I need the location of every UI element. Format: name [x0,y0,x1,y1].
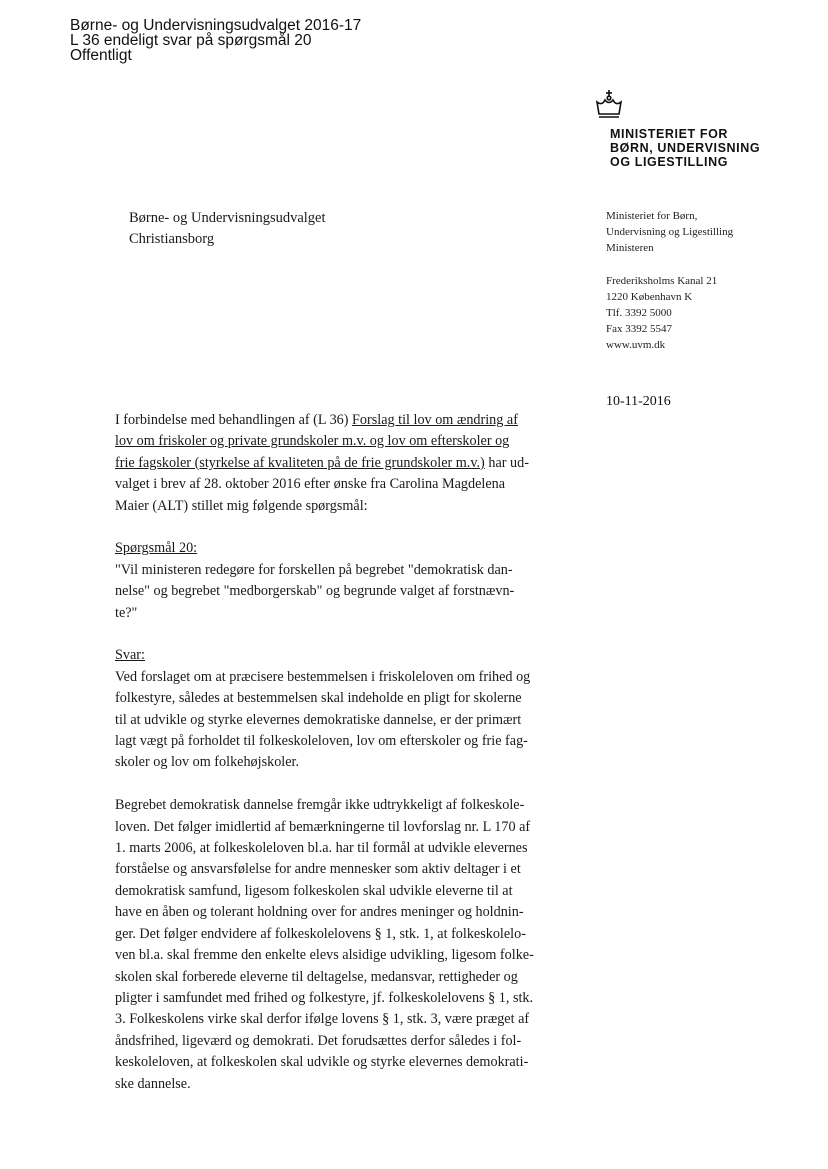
answer-line: loven. Det følger imidlertid af bemærkningerne til lovforslag nr. L 170 af [115,818,531,835]
answer-line: folkestyre, således at bestemmelsen skal indeholde en pligt for skolerne [115,690,522,707]
letter-body [115,410,560,1095]
answer-line: pligter i samfundet med frihed og folkestyre, jf. folkeskolelovens § 1, stk. [115,989,534,1006]
intro-text: har ud- [484,454,529,471]
answer-line: ske dannelse. [115,1075,191,1092]
sender-line-3: Ministeren [606,242,654,254]
answer-line: ven bl.a. skal fremme den enkelte elevs alsidige udvikling, ligesom folke- [115,947,534,964]
sender-line-2: Undervisning og Ligestilling [606,226,734,238]
answer-section [115,645,560,773]
address-fax: Fax 3392 5547 [606,323,672,335]
address-city: 1220 København K [606,291,693,303]
intro-paragraph [115,410,560,517]
stamp-case: L 36 endeligt svar på spørgsmål 20 [70,32,312,49]
intro-text: I forbindelse med behandlingen af (L 36) [115,412,353,428]
answer-line: 3. Folkeskolens virke skal derfor ifølge lovens § 1, stk. 3, være præget af [115,1011,530,1028]
question-text: nelse" og begrebet "medborgerskab" og begrunde valget af forstnævn- [115,583,515,600]
question-text: "Vil ministeren redegøre for forskellen på begrebet "demokratisk dan- [115,561,513,578]
ministry-logo-text [610,127,810,169]
answer-line: forståelse og ansvarsfølelse for andre mennesker som aktiv deltager i et [115,861,521,878]
answer-line: skolen skal forberede eleverne til deltagelse, medansvar, rettigheder og [115,968,518,985]
question-heading: Spørgsmål 20: [115,540,198,557]
address-web: www.uvm.dk [606,339,666,351]
ministry-line-1: MINISTERIET FOR [610,127,729,141]
stamp-committee: Børne- og Undervisningsudvalget 2016-17 [70,17,362,34]
question-section [115,538,560,624]
answer-line: skoler og lov om folkehøjskoler. [115,754,300,771]
letter-date: 10-11-2016 [606,394,671,409]
recipient-name: Børne- og Undervisningsudvalget [129,210,326,226]
ministry-line-3: OG LIGESTILLING [610,155,729,169]
answer-line: Begrebet demokratisk dannelse fremgår ikke udtrykkeligt af folkeskole- [115,797,525,814]
sender-block [606,208,806,256]
sender-info [606,208,806,370]
answer-line: Ved forslaget om at præcisere bestemmelsen i friskoleloven om frihed og [115,668,531,685]
answer-heading: Svar: [115,647,145,664]
intro-text: valget i brev af 28. oktober 2016 efter ønske fra Carolina Magdelena [115,476,506,493]
answer-line: 1. marts 2006, at folkeskoleloven bl.a. har til formål at udvikle elevernes [115,840,528,857]
sender-line-1: Ministeriet for Børn, [606,210,698,222]
answer-line: lagt vægt på forholdet til folkeskoleloven, lov om efterskoler og frie fag- [115,733,528,750]
bill-title-underlined: lov om friskoler og private grundskoler m.v. og lov om efterskoler og [115,433,510,450]
answer-line: til at udvikle og styrke elevernes demokratiske dannelse, er der primært [115,711,522,728]
ministry-line-2: BØRN, UNDERVISNING [610,141,761,155]
address-street: Frederiksholms Kanal 21 [606,275,718,287]
answer-line: ger. Det følger endvidere af folkeskolelovens § 1, stk. 1, at folkeskolelo- [115,925,526,942]
answer-paragraph-2 [115,795,560,1095]
recipient-address [129,208,326,250]
answer-line: keskoleloven, at folkeskolen skal udvikle og styrke elevernes demokrati- [115,1054,529,1071]
bill-title-underlined: Forslag til lov om ændring af [352,412,518,428]
address-block [606,273,806,353]
answer-line: demokratisk samfund, ligesom folkeskolen skal udvikle eleverne til at [115,882,513,899]
answer-line: åndsfrihed, ligeværd og demokrati. Det forudsættes derfor således i fol- [115,1032,522,1049]
question-text: te?" [115,604,138,621]
bill-title-underlined: frie fagskoler (styrkelse af kvaliteten på de frie grundskoler m.v.) [115,454,485,471]
intro-text: Maier (ALT) stillet mig følgende spørgsmål: [115,497,368,514]
stamp-status: Offentligt [70,47,132,64]
address-phone: Tlf. 3392 5000 [606,307,672,319]
answer-line: have en åben og tolerant holdning over for andres meninger og holdnin- [115,904,524,921]
crown-icon [592,88,626,120]
recipient-place: Christiansborg [129,231,215,247]
document-stamp [70,18,470,63]
